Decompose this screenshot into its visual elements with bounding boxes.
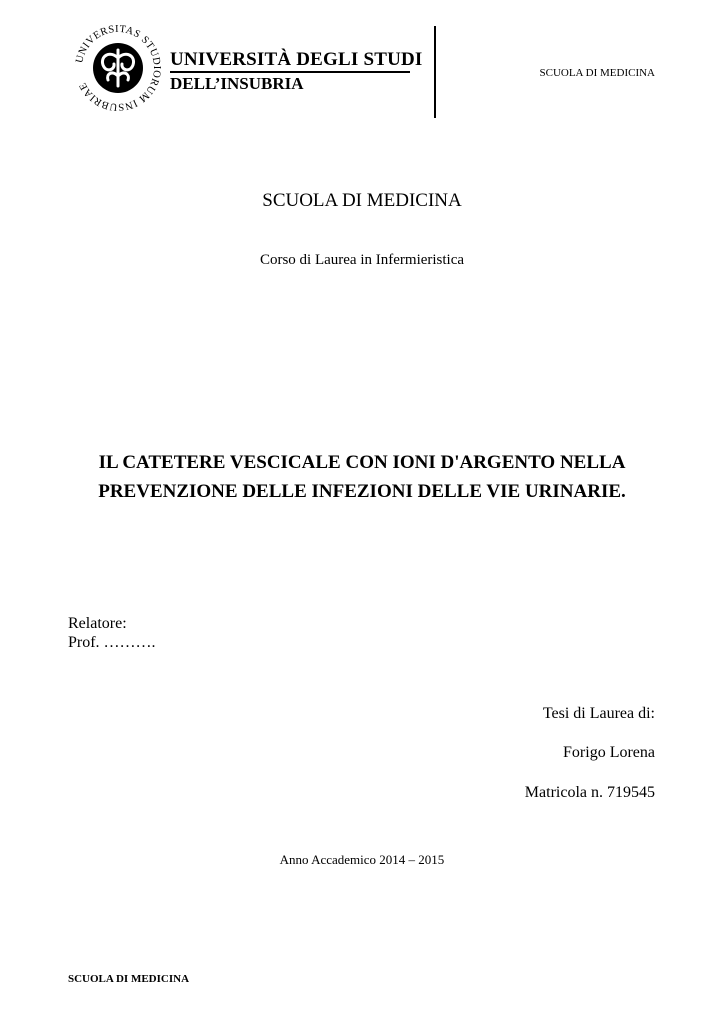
relatore-value: Prof. ………. [68,634,156,651]
thesis-title-line-2: PREVENZIONE DELLE INFEZIONI DELLE VIE URINARIE. [98,481,626,502]
header-rule [170,71,410,73]
thesis-title [0,448,724,506]
relatore-label: Relatore: [68,615,127,632]
header-school-label: SCUOLA DI MEDICINA [539,67,655,79]
thesis-author-label: Tesi di Laurea di: [542,705,655,722]
relatore-block [68,614,156,652]
university-seal-icon [70,20,166,116]
academic-year: Anno Accademico 2014 – 2015 [279,852,445,867]
university-subname: DELL’INSUBRIA [170,74,304,93]
school-heading: SCUOLA DI MEDICINA [262,190,462,211]
footer-school-label: SCUOLA DI MEDICINA [68,973,190,985]
university-logo [70,20,166,116]
university-name: UNIVERSITÀ DEGLI STUDI [170,49,423,70]
header-divider [434,26,436,118]
student-name: Forigo Lorena [563,744,655,761]
thesis-title-line-1: IL CATETERE VESCICALE CON IONI D'ARGENTO NELLA [98,452,626,473]
student-matricola: Matricola n. 719545 [524,784,655,801]
svg-text:UNIVERSITAS STUDIORUM INSUBRIA: UNIVERSITAS STUDIORUM INSUBRIAE [74,23,163,113]
course-name: Corso di Laurea in Infermieristica [259,252,465,268]
